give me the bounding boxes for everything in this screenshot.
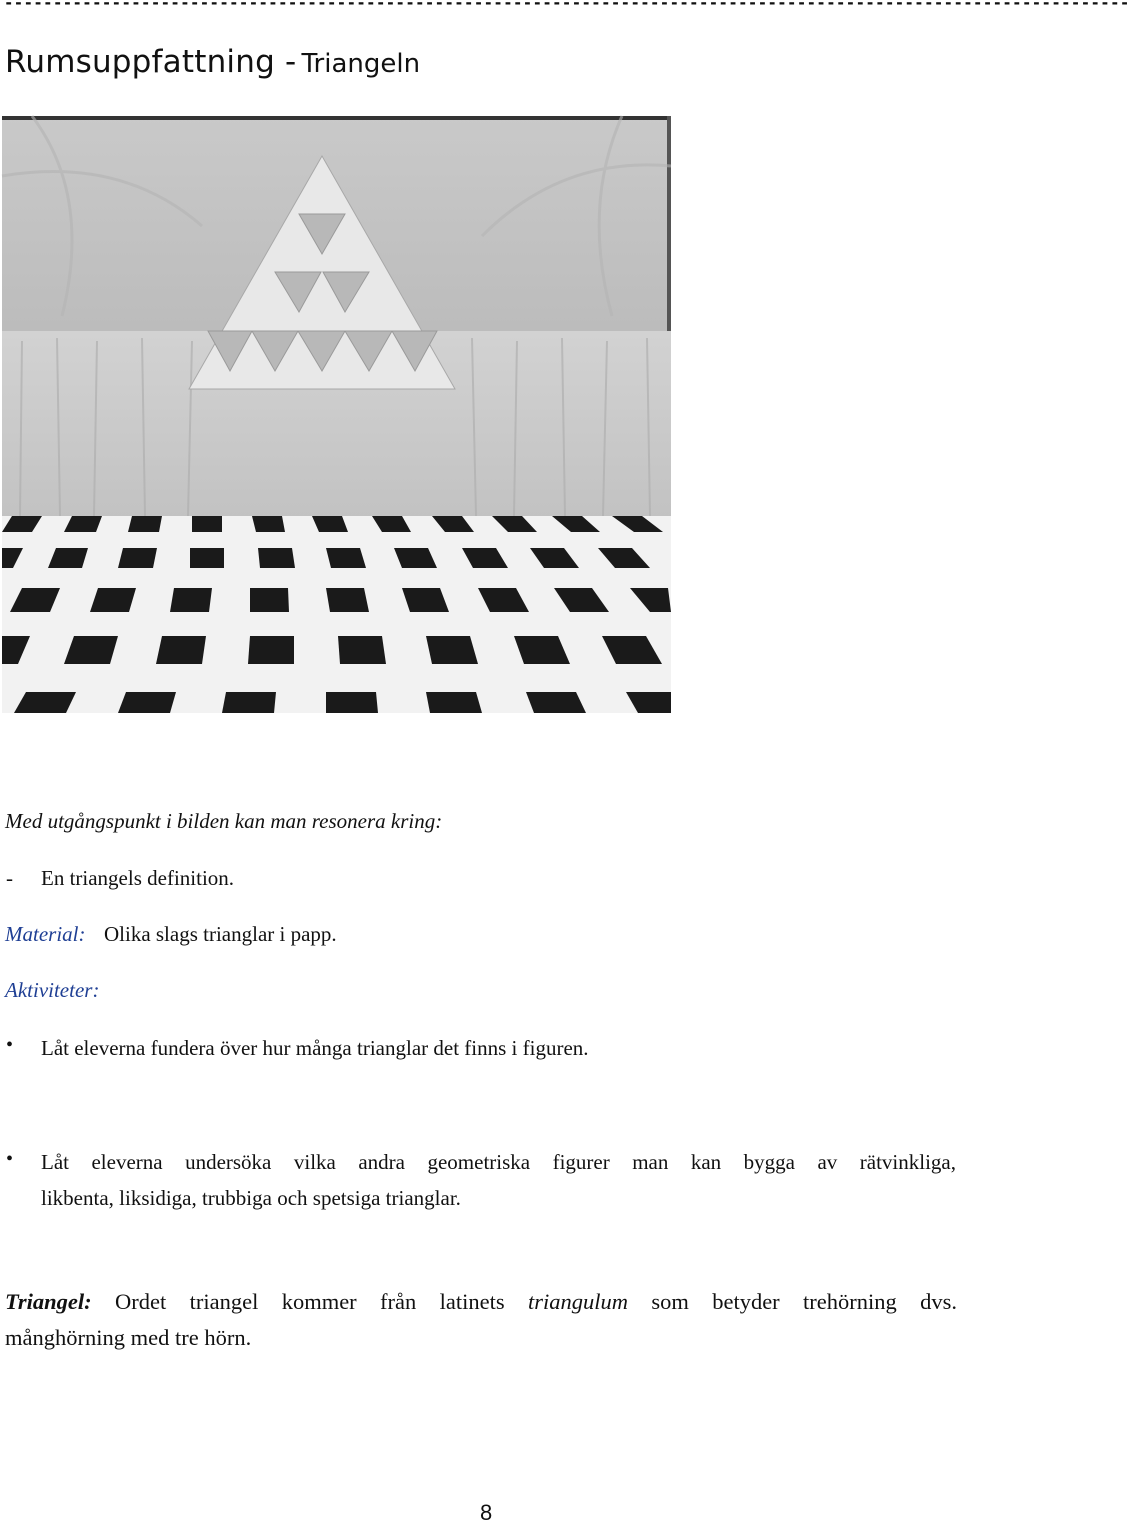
activities-label: Aktiviteter:	[5, 978, 100, 1002]
definition-text-b: som betyder trehörning dvs.	[627, 1289, 957, 1314]
title-main: Rumsuppfattning -	[5, 44, 297, 80]
bullet-item-2: Låt eleverna undersöka vilka andra geometriska figurer man kan bygga av rätvinkliga,	[41, 1150, 956, 1174]
photo-illustration	[2, 116, 671, 713]
top-dash-rule: -------------------------------------------------------------------------------------------------------------------	[4, 0, 1130, 12]
checkered-floor	[2, 511, 671, 713]
definition-term: Triangel:	[5, 1289, 92, 1314]
title-sub: Triangeln	[301, 49, 421, 79]
dash-item-definition: En triangels definition.	[41, 866, 235, 890]
bullet-item-2-cont: likbenta, liksidiga, trubbiga och spetsiga trianglar.	[41, 1186, 461, 1210]
page-number: 8	[480, 1500, 493, 1525]
definition-line-1	[5, 1284, 957, 1320]
dash-marker: -	[6, 866, 13, 890]
material-label: Material:	[5, 922, 86, 946]
definition-latin: triangulum	[527, 1289, 628, 1314]
bullet-marker: •	[6, 1148, 14, 1170]
definition-text-a: Ordet triangel kommer från latinets	[91, 1289, 528, 1314]
definition-line-2: månghörning med tre hörn.	[5, 1325, 252, 1350]
definition-paragraph	[5, 1284, 957, 1356]
material-text: Olika slags trianglar i papp.	[103, 922, 337, 946]
triangle-artwork-photo	[2, 116, 671, 713]
intro-text: Med utgångspunkt i bilden kan man resonera kring:	[5, 809, 443, 833]
bullet-item-1: Låt eleverna fundera över hur många trianglar det finns i figuren.	[41, 1036, 589, 1060]
page-title	[5, 44, 420, 80]
material-row	[5, 922, 337, 947]
bullet-marker: •	[6, 1034, 14, 1056]
